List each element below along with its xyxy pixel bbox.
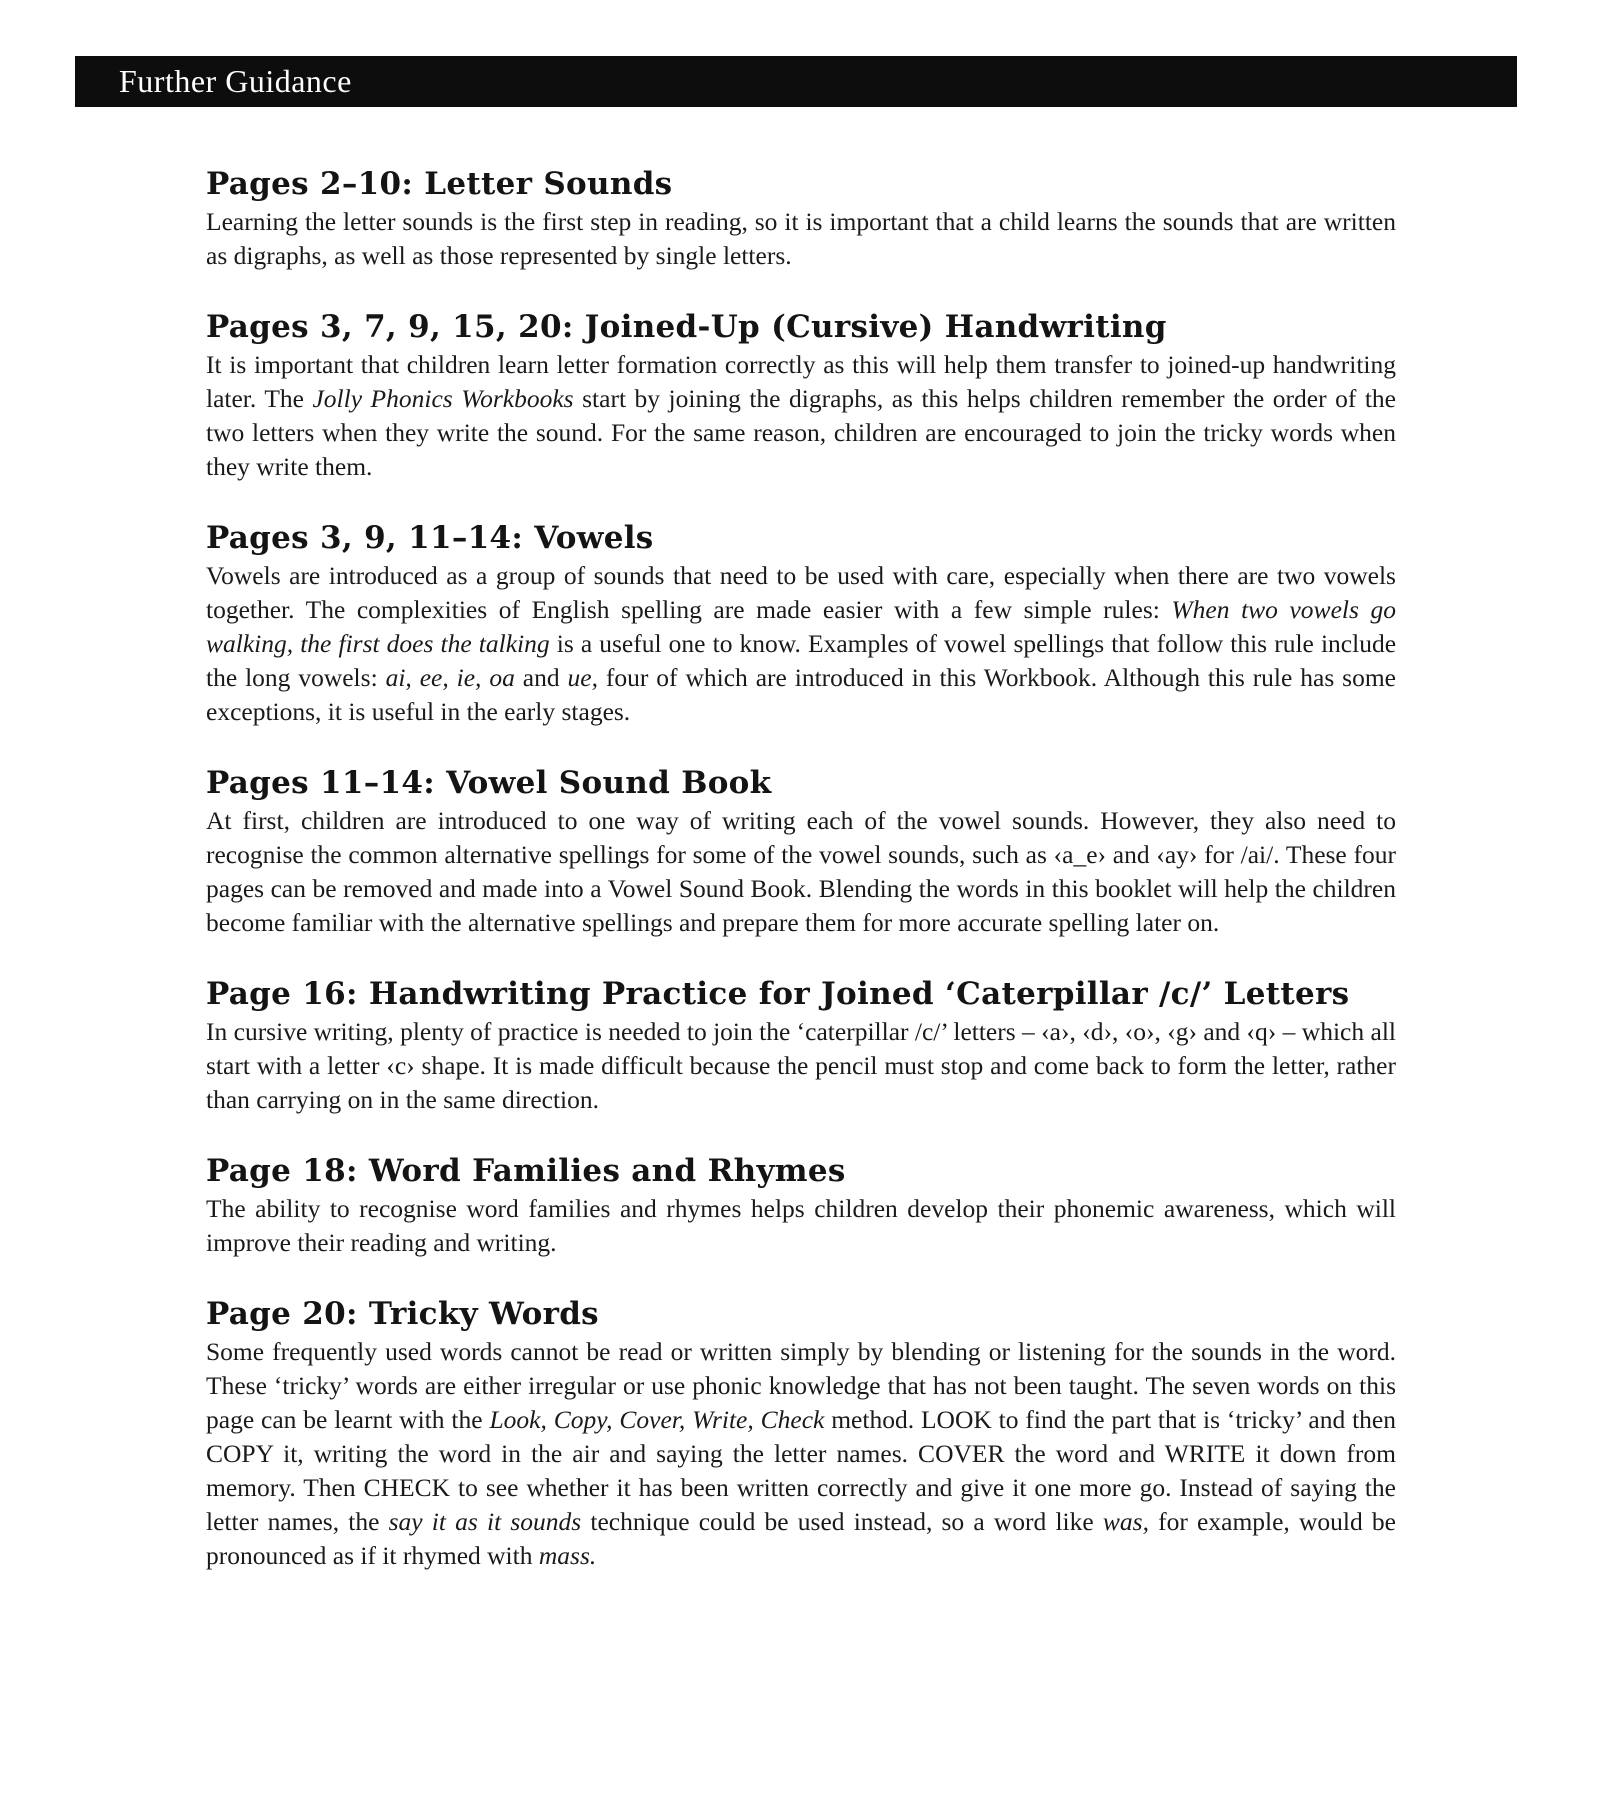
guidance-content	[206, 166, 1396, 1609]
section-body	[206, 804, 1396, 940]
text-run: method. LOOK to find the part that is ‘tricky’ and then COPY it, writing the word in the air and saying the letter names. COVER the word and WRITE it down from memory. Then CHECK to see whether it has been written correctly and give it one more go. Instead of saying the letter names, the	[206, 1405, 1396, 1536]
section-body	[206, 1015, 1396, 1117]
section-body	[206, 1192, 1396, 1260]
section-heading: Page 18: Word Families and Rhymes	[206, 1153, 846, 1189]
text-run: In cursive writing, plenty of practice is needed to join the ‘caterpillar /c/’ letters – ‹a›, ‹d›, ‹o›, ‹g› and ‹q› – which all start with a letter ‹c› shape. It is made difficult because the pencil must stop and come back to form the letter, rather than carrying on in the same direction.	[206, 1017, 1396, 1114]
text-run: is a useful one to know. Examples of vowel spellings that follow this rule include the long vowels:	[206, 629, 1397, 692]
page-title: Further Guidance	[119, 63, 352, 99]
text-run: The ability to recognise word families and rhymes helps children develop their phonemic awareness, which will improve their reading and writing.	[206, 1194, 1396, 1257]
italic-text-run: Jolly Phonics Workbooks	[312, 384, 574, 413]
section-letter-sounds	[206, 166, 1396, 273]
text-run: and	[514, 663, 568, 692]
text-run: At first, children are introduced to one way of writing each of the vowel sounds. However, they also need to recognise the common alternative spellings for some of the vowel sounds, such as ‹a_e› and ‹ay› for /ai/. These four pages can be removed and made into a Vowel Sound Book. Blending the words in this booklet will help the children become familiar with the alternative spellings and prepare them for more accurate spelling later on.	[206, 806, 1396, 937]
section-body	[206, 1335, 1396, 1573]
text-run: technique could be used instead, so a word like	[581, 1507, 1103, 1536]
section-heading: Pages 2–10: Letter Sounds	[206, 166, 673, 202]
italic-text-run: Look, Copy, Cover, Write, Check	[489, 1405, 825, 1434]
italic-text-run: ue,	[567, 663, 598, 692]
text-run: Vowels are introduced as a group of sounds that need to be used with care, especially when there are two vowels together. The complexities of English spelling are made easier with a few simple rules:	[206, 561, 1396, 624]
italic-text-run: say it as it sounds	[388, 1507, 582, 1536]
section-word-families	[206, 1153, 1396, 1260]
section-vowel-sound-book	[206, 765, 1396, 940]
text-run: start by joining the digraphs, as this helps children remember the order of the two letters when they write the sound. For the same reason, children are encouraged to join the tricky words when they write them.	[206, 384, 1396, 481]
section-heading: Page 20: Tricky Words	[206, 1296, 599, 1332]
italic-text-run: mass.	[538, 1541, 597, 1570]
section-heading: Page 16: Handwriting Practice for Joined ‘Caterpillar /c/’ Letters	[206, 976, 1350, 1012]
section-heading: Pages 3, 9, 11–14: Vowels	[206, 520, 654, 556]
section-heading: Pages 11–14: Vowel Sound Book	[206, 765, 772, 801]
section-body	[206, 205, 1396, 273]
section-vowels	[206, 520, 1396, 729]
section-caterpillar-letters	[206, 976, 1396, 1117]
text-run: Learning the letter sounds is the first step in reading, so it is important that a child learns the sounds that are written as digraphs, as well as those represented by single letters.	[206, 207, 1396, 270]
text-run: Some frequently used words cannot be read or written simply by blending or listening for the sounds in the word. These ‘tricky’ words are either irregular or use phonic knowledge that has not been taught. The seven words on this page can be learnt with the	[206, 1337, 1396, 1434]
italic-text-run: When two vowels go walking, the first does the talking	[206, 595, 1396, 658]
italic-text-run: ai, ee, ie, oa	[385, 663, 515, 692]
text-run: It is important that children learn letter formation correctly as this will help them transfer to joined-up handwriting later. The	[206, 350, 1396, 413]
section-body	[206, 559, 1396, 729]
section-heading: Pages 3, 7, 9, 15, 20: Joined-Up (Cursive) Handwriting	[206, 309, 1167, 345]
section-tricky-words	[206, 1296, 1396, 1573]
header-bar	[75, 56, 1517, 107]
section-cursive-handwriting	[206, 309, 1396, 484]
text-run: four of which are introduced in this Workbook. Although this rule has some exceptions, it is useful in the early stages.	[206, 663, 1396, 726]
italic-text-run: was,	[1102, 1507, 1149, 1536]
section-body	[206, 348, 1396, 484]
text-run: for example, would be pronounced as if it rhymed with	[206, 1507, 1396, 1570]
